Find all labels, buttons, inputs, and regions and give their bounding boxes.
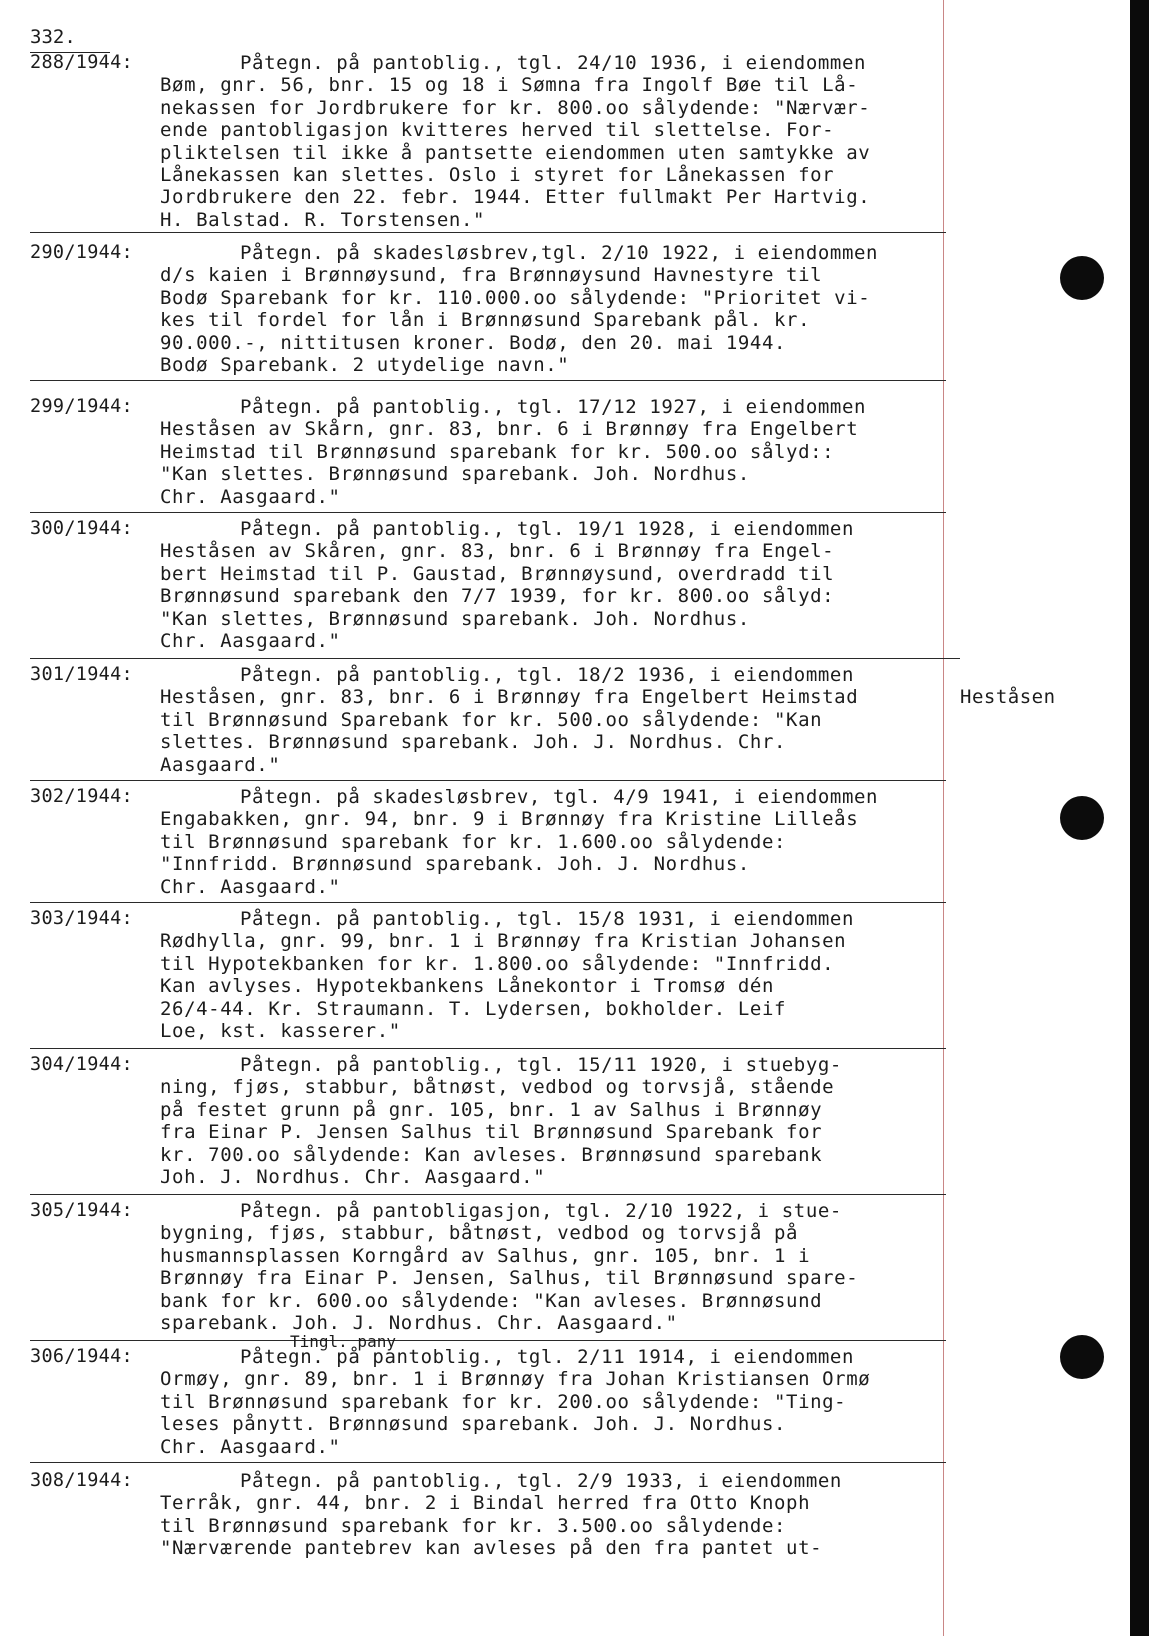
entry-text-line: H. Balstad. R. Torstensen." (160, 208, 486, 231)
entry-heading-line: Påtegn. på pantoblig., tgl. 18/2 1936, i eiendommen (240, 664, 854, 686)
entry-text-line: sparebank. Joh. J. Nordhus. Chr. Aasgaard." (160, 1312, 678, 1334)
page-number: 332. (30, 26, 76, 48)
entry-separator (30, 658, 960, 659)
entry-text-line: "Nærværende pantebrev kan avleses på den fra pantet ut- (160, 1537, 823, 1560)
entry-text-line: nekassen for Jordbrukere for kr. 800.oo sålydende: "Nærvær- (160, 96, 871, 119)
entry-heading-line: Påtegn. på pantoblig., tgl. 19/1 1928, i eiendommen (240, 518, 854, 540)
entry-heading-line: Påtegn. på pantoblig., tgl. 2/9 1933, i eiendommen (240, 1470, 842, 1492)
entry-text-line: Heimstad til Brønnøsund sparebank for kr. 500.oo sålyd:: (160, 440, 835, 463)
entry-text-line: husmannsplassen Korngård av Salhus, gnr. 105, bnr. 1 i (160, 1244, 811, 1267)
entry-separator (30, 1048, 946, 1049)
entry-text-line: Jordbrukere den 22. febr. 1944. Etter fullmakt Per Hartvig. (160, 186, 871, 209)
entry-number: 288/1944: (30, 52, 133, 73)
entry-text-line: til Hypotekbanken for kr. 1.800.oo sålydende: "Innfridd. (160, 952, 835, 975)
entry-text-line: Bodø Sparebank. 2 utydelige navn." (160, 354, 570, 376)
punch-hole (1060, 256, 1104, 300)
interlinear-note: Tingl. pany (290, 1332, 396, 1351)
entry-separator (30, 780, 946, 781)
entry-separator (30, 380, 946, 381)
margin-note: Heståsen (960, 686, 1056, 709)
entry-text-line: Chr. Aasgaard." (160, 875, 341, 898)
entry-text-line: kes til fordel for lån i Brønnøsund Sparebank pål. kr. (160, 309, 811, 332)
entry-number: 304/1944: (30, 1054, 133, 1075)
entry-number: 300/1944: (30, 518, 133, 539)
entry-text-line: Heståsen av Skåren, gnr. 83, bnr. 6 i Brønnøy fra Engel- (160, 540, 835, 563)
entry-text-line: bert Heimstad til P. Gaustad, Brønnøysund, overdradd til (160, 562, 835, 585)
entry-text-line: på festet grunn på gnr. 105, bnr. 1 av Salhus i Brønnøy (160, 1098, 823, 1121)
entry-number: 290/1944: (30, 242, 133, 263)
entry-text-line: leses pånytt. Brønnøsund sparebank. Joh. J. Nordhus. (160, 1413, 787, 1436)
punch-hole (1060, 796, 1104, 840)
entry-separator (30, 1462, 946, 1463)
entry-text-line: til Brønnøsund sparebank for kr. 1.600.oo sålydende: (160, 830, 787, 853)
entry-text-line: Joh. J. Nordhus. Chr. Aasgaard." (160, 1166, 546, 1188)
entry-text-line: ning, fjøs, stabbur, båtnøst, vedbod og torvsjå, stående (160, 1076, 835, 1099)
entry-heading-line: Påtegn. på pantoblig., tgl. 15/8 1931, i eiendommen (240, 908, 854, 930)
entry-text-line: Chr. Aasgaard." (160, 630, 341, 652)
entry-heading-line: Påtegn. på pantobligasjon, tgl. 2/10 1922, i stue- (240, 1200, 842, 1222)
entry-text-line: "Innfridd. Brønnøsund sparebank. Joh. J. Nordhus. (160, 853, 750, 876)
entry-number: 302/1944: (30, 786, 133, 807)
entry-number: 303/1944: (30, 908, 133, 929)
entry-text-line: bygning, fjøs, stabbur, båtnøst, vedbod og torvsjå på (160, 1222, 799, 1245)
entry-text-line: pliktelsen til ikke å pantsette eiendommen uten samtykke av (160, 141, 871, 164)
entry-text-line: Bøm, gnr. 56, bnr. 15 og 18 i Sømna fra Ingolf Bøe til Lå- (160, 74, 859, 97)
entry-separator (30, 902, 946, 903)
entry-text-line: slettes. Brønnøsund sparebank. Joh. J. Nordhus. Chr. (160, 731, 787, 754)
entry-text-line: til Brønnøsund sparebank for kr. 200.oo sålydende: "Ting- (160, 1390, 847, 1413)
entry-text-line: d/s kaien i Brønnøysund, fra Brønnøysund Havnestyre til (160, 264, 823, 287)
entry-text-line: 26/4-44. Kr. Straumann. T. Lydersen, bokholder. Leif (160, 997, 787, 1020)
entry-text-line: Bodø Sparebank for kr. 110.000.oo sålydende: "Prioritet vi- (160, 286, 871, 309)
entry-text-line: "Kan slettes, Brønnøsund sparebank. Joh. Nordhus. (160, 607, 750, 630)
entry-text-line: Loe, kst. kasserer." (160, 1020, 401, 1042)
entry-text-line: Aasgaard." (160, 753, 281, 776)
entry-text-line: "Kan slettes. Brønnøsund sparebank. Joh. Nordhus. (160, 463, 750, 486)
entry-text-line: Lånekassen kan slettes. Oslo i styret for Lånekassen for (160, 164, 835, 186)
entry-heading-line: Påtegn. på skadesløsbrev,tgl. 2/10 1922, i eiendommen (240, 242, 879, 264)
entry-separator (30, 232, 946, 233)
entry-text-line: fra Einar P. Jensen Salhus til Brønnøsund Sparebank for (160, 1121, 823, 1144)
scan-edge (1130, 0, 1149, 1636)
entry-text-line: Heståsen, gnr. 83, bnr. 6 i Brønnøy fra Engelbert Heimstad (160, 686, 859, 709)
entry-text-line: ende pantobligasjon kvitteres herved til slettelse. For- (160, 119, 835, 142)
entry-separator (30, 1194, 946, 1195)
entry-heading-line: Påtegn. på pantoblig., tgl. 2/11 1914, i eiendommen (240, 1346, 854, 1368)
entry-text-line: 90.000.-, nittitusen kroner. Bodø, den 20. mai 1944. (160, 331, 787, 354)
entry-number: 301/1944: (30, 664, 133, 685)
entry-heading-line: Påtegn. på skadesløsbrev, tgl. 4/9 1941, i eiendommen (240, 786, 879, 808)
margin-line (943, 0, 944, 1636)
entry-heading-line: Påtegn. på pantoblig., tgl. 17/12 1927, i eiendommen (240, 396, 867, 418)
entry-text-line: Brønnøy fra Einar P. Jensen, Salhus, til Brønnøsund spare- (160, 1267, 859, 1290)
entry-text-line: Ormøy, gnr. 89, bnr. 1 i Brønnøy fra Johan Kristiansen Ormø (160, 1368, 871, 1391)
entry-text-line: Rødhylla, gnr. 99, bnr. 1 i Brønnøy fra Kristian Johansen (160, 930, 847, 953)
entry-text-line: Heståsen av Skårn, gnr. 83, bnr. 6 i Brønnøy fra Engelbert (160, 418, 859, 441)
entry-text-line: Chr. Aasgaard." (160, 485, 341, 508)
entry-text-line: Terråk, gnr. 44, bnr. 2 i Bindal herred fra Otto Knoph (160, 1492, 811, 1515)
entry-text-line: til Brønnøsund Sparebank for kr. 500.oo sålydende: "Kan (160, 708, 823, 731)
entry-separator (30, 512, 946, 513)
entry-text-line: til Brønnøsund sparebank for kr. 3.500.oo sålydende: (160, 1514, 787, 1537)
entry-number: 305/1944: (30, 1200, 133, 1221)
punch-hole (1060, 1335, 1104, 1379)
entry-text-line: Chr. Aasgaard." (160, 1435, 341, 1458)
entry-text-line: Brønnøsund sparebank den 7/7 1939, for kr. 800.oo sålyd: (160, 585, 835, 608)
entry-text-line: bank for kr. 600.oo sålydende: "Kan avleses. Brønnøsund (160, 1289, 823, 1312)
entry-number: 306/1944: (30, 1346, 133, 1367)
entry-number: 308/1944: (30, 1470, 133, 1491)
entry-text-line: Engabakken, gnr. 94, bnr. 9 i Brønnøy fra Kristine Lilleås (160, 808, 859, 831)
entry-number: 299/1944: (30, 396, 133, 417)
entry-text-line: Kan avlyses. Hypotekbankens Lånekontor i Tromsø dén (160, 975, 774, 998)
entry-text-line: kr. 700.oo sålydende: Kan avleses. Brønnøsund sparebank (160, 1143, 823, 1166)
entry-separator (30, 1340, 946, 1341)
entry-heading-line: Påtegn. på pantoblig., tgl. 15/11 1920, i stuebyg- (240, 1054, 842, 1076)
entry-heading-line: Påtegn. på pantoblig., tgl. 24/10 1936, i eiendommen (240, 52, 867, 74)
